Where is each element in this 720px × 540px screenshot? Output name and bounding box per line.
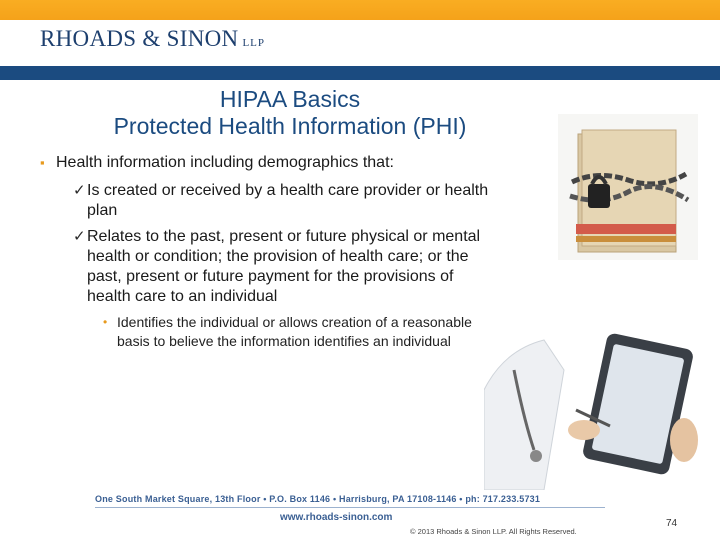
slide-title-line2: Protected Health Information (PHI) [113, 113, 467, 139]
footer-address: One South Market Square, 13th Floor • P.O. Box 1146 • Harrisburg, PA 17108-1146 • ph: 717.233.5731 [95, 494, 541, 504]
title-rule-band [0, 66, 720, 80]
checkmark-icon: ✓ [73, 228, 86, 245]
locked-folders-image [558, 114, 698, 260]
doctor-tablet-image [484, 330, 720, 490]
bullet-detail-text: Identifies the individual or allows creation of a reasonable basis to believe the information identifies an individual [117, 314, 472, 349]
firm-logo [40, 26, 265, 52]
footer-divider [95, 507, 605, 508]
slide-title [40, 86, 540, 140]
bullet-main [40, 153, 500, 173]
bullet-detail-identifies [40, 313, 500, 351]
logo-text: RHOADS & SINON [40, 26, 239, 51]
doctor-tablet-illustration [484, 330, 720, 490]
bullet-sub-created-text: Is created or received by a health care provider or health plan [87, 182, 489, 219]
checkmark-icon: ✓ [73, 182, 86, 199]
locked-folders-illustration [558, 114, 698, 260]
bullet-main-text: Health information including demographics that: [56, 154, 394, 171]
bullet-sub-relates [40, 227, 500, 307]
page-number: 74 [666, 518, 678, 529]
slide-body [40, 153, 500, 351]
bullet-sub-created [40, 181, 500, 221]
bullet-sub-relates-text: Relates to the past, present or future physical or mental health or condition; the provision of health care; or the past, present or future payment for the provisions of health care to an individual [87, 228, 481, 305]
footer-website-link[interactable]: www.rhoads-sinon.com [280, 512, 393, 523]
square-bullet-icon: ▪ [40, 155, 45, 170]
logo-suffix: LLP [242, 37, 266, 49]
copyright-notice: © 2013 Rhoads & Sinon LLP. All Rights Reserved. [410, 527, 577, 536]
slide-title-line1: HIPAA Basics [219, 86, 361, 112]
dot-bullet-icon: • [103, 315, 108, 329]
